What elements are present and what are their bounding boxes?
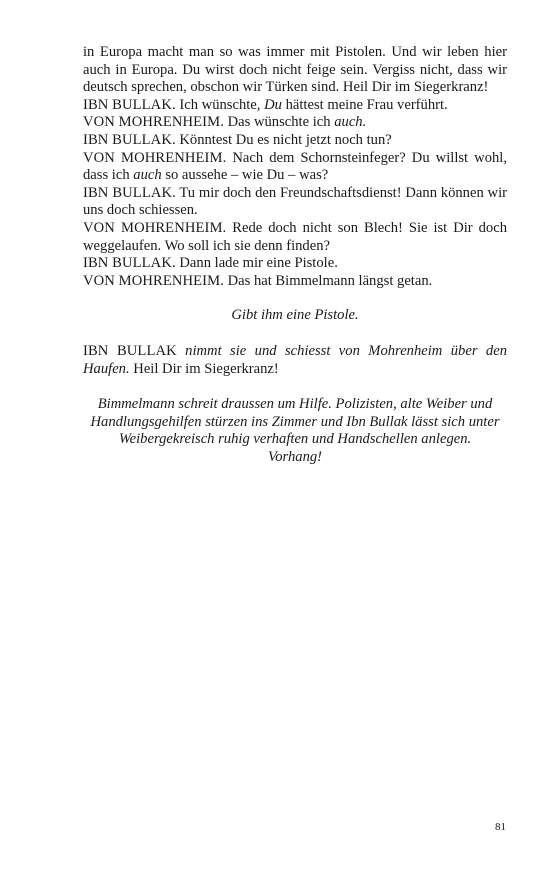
dialogue-line: [83, 150, 507, 185]
curtain-text: Vorhang!: [267, 448, 323, 465]
stage-direction: Gibt ihm eine Pistole.: [231, 307, 359, 324]
action-line: [83, 343, 507, 378]
speaker-name: VON MOHRENHEIM.: [83, 272, 224, 289]
page-number: 81: [495, 821, 506, 833]
stage-line: Bimmelmann schreit draussen um Hilfe. Polizisten, alte Weiber und: [97, 396, 493, 413]
dialogue-line: [83, 220, 507, 255]
action-italic: nimmt sie und schiesst von Mohrenheim über den Haufen.: [83, 342, 507, 377]
speaker-name: VON MOHRENHEIM.: [83, 149, 227, 166]
dialogue-text: Das hat Bimmelmann längst getan.: [227, 272, 433, 289]
speaker-name: VON MOHRENHEIM.: [83, 219, 227, 236]
stage-line: Weibergekreisch ruhig verhaften und Handschellen anlegen.: [118, 431, 472, 448]
final-stage-direction: [83, 396, 507, 466]
dialogue-line: [83, 132, 507, 150]
dialogue-text: Rede doch nicht son Blech! Sie ist Dir doch weggelaufen. Wo soll ich sie denn finden?: [83, 219, 508, 254]
dialogue-text: Tu mir doch den Freundschaftsdienst! Dann können wir uns doch schiessen.: [83, 184, 507, 219]
speaker-name: IBN BULLAK.: [83, 96, 176, 113]
dialogue-text: hättest meine Frau verführt.: [285, 96, 448, 113]
stage-line: Handlungsgehilfen stürzen ins Zimmer und Ibn Bullak lässt sich unter: [90, 413, 500, 430]
dialogue-line: [83, 114, 507, 132]
dialogue-emphasis: auch: [133, 167, 162, 184]
dialogue-line: [83, 185, 507, 220]
dialogue-text: Ich wünschte,: [179, 96, 261, 113]
dialogue-text: Könntest Du es nicht jetzt noch tun?: [179, 131, 392, 148]
dialogue-line: [83, 97, 507, 115]
dialogue-text: so aussehe – wie Du – was?: [165, 167, 329, 184]
dialogue-emphasis: Du: [264, 96, 282, 113]
speaker-name: IBN BULLAK.: [83, 184, 176, 201]
speaker-name: IBN BULLAK.: [83, 131, 176, 148]
speaker-name: IBN BULLAK.: [83, 255, 176, 272]
action-text: Heil Dir im Siegerkranz!: [133, 360, 279, 377]
dialogue-text: Dann lade mir eine Pistole.: [179, 255, 338, 272]
text-block: [83, 44, 507, 466]
dialogue-line: [83, 255, 507, 273]
dialogue-emphasis: auch.: [334, 114, 367, 131]
dialogue-line: [83, 273, 507, 291]
paragraph-continuation: in Europa macht man so was immer mit Pistolen. Und wir leben hier auch in Europa. Du wirst doch nicht feige sein. Vergiss nicht, dass wir deutsch sprechen, obschon wir Türken sind. Heil Dir im Siegerkranz!: [83, 44, 507, 96]
dialogue-text: Nach dem Schornsteinfeger? Du willst wohl, dass ich: [83, 149, 507, 184]
speaker-name: IBN BULLAK: [83, 342, 177, 359]
speaker-name: VON MOHRENHEIM.: [83, 114, 224, 131]
dialogue-text: Das wünschte ich: [227, 114, 331, 131]
